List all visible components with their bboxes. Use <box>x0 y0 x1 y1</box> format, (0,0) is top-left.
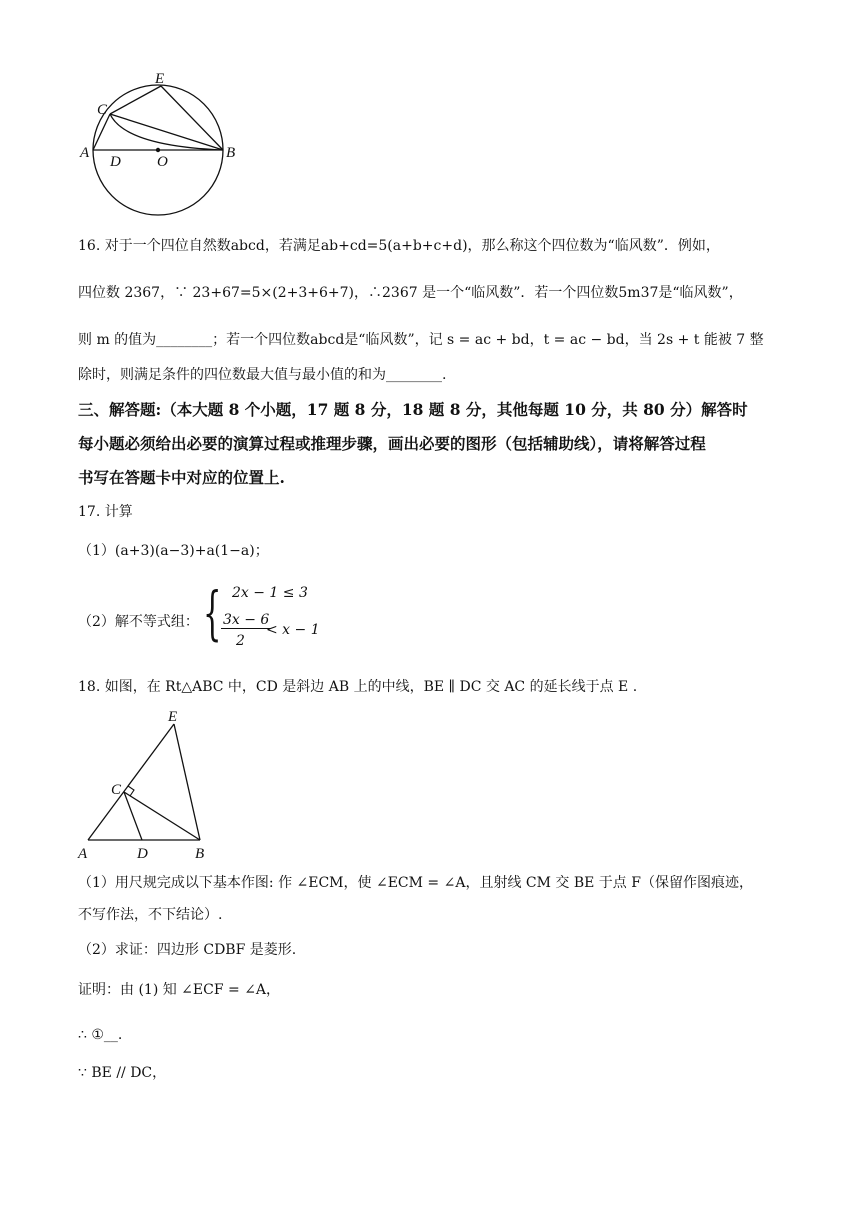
q17-part2-label: （2）解不等式组： <box>78 614 199 630</box>
inequality-2-denominator: 2 <box>236 633 245 649</box>
triangle-figure <box>70 706 230 866</box>
label-D: D <box>137 846 148 862</box>
section3-line3: 书写在答题卡中对应的位置上. <box>78 468 285 487</box>
q18-proof-line2: ∴ ①__. <box>78 1027 123 1043</box>
q16-line1: 16. 对于一个四位自然数abcd，若满足ab+cd=5(a+b+c+d)，那么称这个四位数为“临风数”．例如， <box>78 238 720 254</box>
system-brace: { <box>203 579 222 647</box>
q18-part1-line1: （1）用尺规完成以下基本作图: 作 ∠ECM，使 ∠ECM = ∠A，且射线 CM 交 BE 于点 F（保留作图痕迹， <box>78 875 753 891</box>
inequality-1: 2x − 1 ≤ 3 <box>232 585 308 601</box>
q17-part1: （1）(a+3)(a−3)+a(1−a)； <box>78 543 269 559</box>
section3-line2: 每小题必须给出必要的演算过程或推理步骤，画出必要的图形（包括辅助线），请将解答过程 <box>78 434 706 453</box>
q16-line2: 四位数 2367，∵ 23+67=5×(2+3+6+7)，∴2367 是一个“临风数”．若一个四位数5m37是“临风数”， <box>78 285 743 301</box>
inequality-2-numerator: 3x − 6 <box>223 612 270 628</box>
q17-title: 17. 计算 <box>78 504 133 520</box>
q16-line3: 则 m 的值为________；若一个四位数abcd是“临风数”，记 s = ac + bd，t = ac − bd，当 2s + t 能被 7 整 <box>78 332 764 348</box>
label-D: D <box>110 154 121 170</box>
label-B: B <box>195 846 205 862</box>
label-C: C <box>111 782 122 798</box>
label-O: O <box>157 154 168 170</box>
q18-proof-line1: 证明：由 (1) 知 ∠ECF = ∠A， <box>78 982 281 998</box>
label-E: E <box>168 709 178 725</box>
q16-line4: 除时，则满足条件的四位数最大值与最小值的和为________. <box>78 367 447 383</box>
q18-proof-line3: ∵ BE // DC， <box>78 1065 167 1081</box>
label-A: A <box>80 145 90 161</box>
label-E: E <box>155 71 165 87</box>
q18-part1-line2: 不写作法，不下结论）. <box>78 907 223 923</box>
section3-line1: 三、解答题:（本大题 8 个小题，17 题 8 分，18 题 8 分，其他每题 10 分，共 80 分）解答时 <box>78 400 748 419</box>
label-A: A <box>78 846 88 862</box>
q18-title: 18. 如图，在 Rt△ABC 中，CD 是斜边 AB 上的中线，BE ∥ DC 交 AC 的延长线于点 E . <box>78 679 638 695</box>
circle-figure <box>70 68 250 228</box>
q18-part2: （2）求证：四边形 CDBF 是菱形. <box>78 942 297 958</box>
label-B: B <box>226 145 236 161</box>
label-C: C <box>97 102 108 118</box>
inequality-2-rest: < x − 1 <box>266 622 320 638</box>
